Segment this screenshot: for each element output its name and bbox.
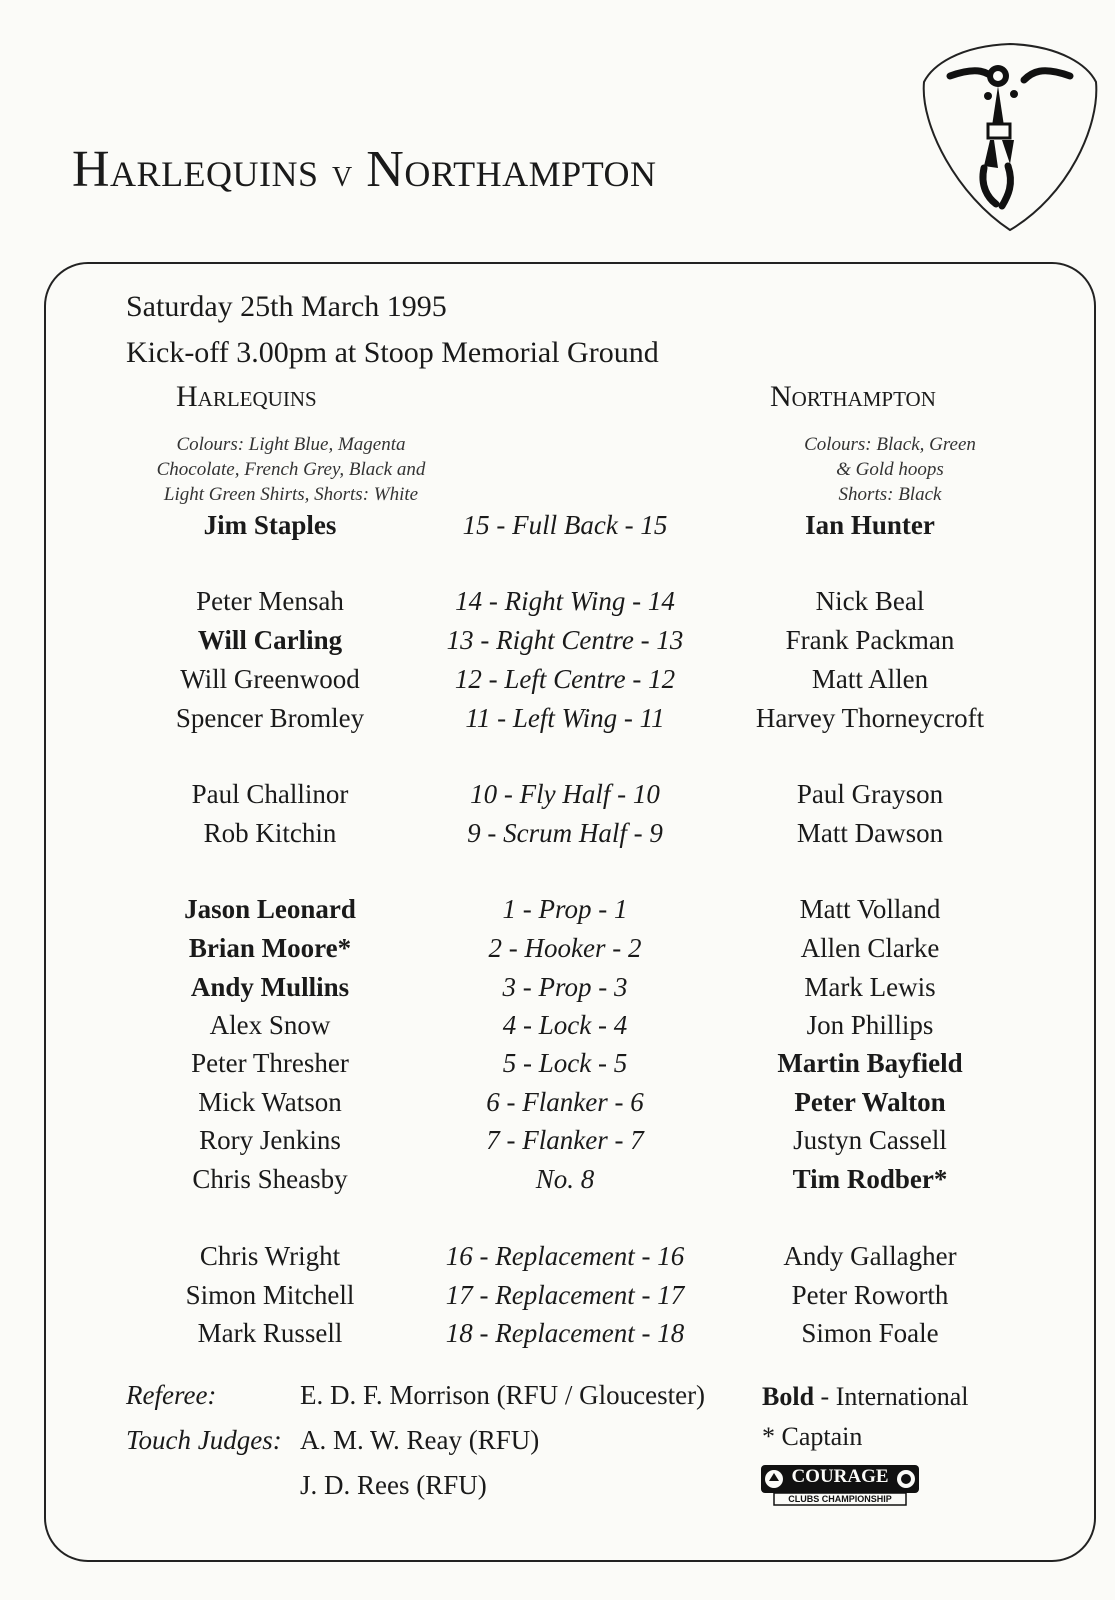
lineup-row: [0, 818, 1115, 856]
away-player: Matt Dawson: [796, 818, 944, 848]
away-player: Harvey Thorneycroft: [755, 703, 985, 733]
lineup-row: [0, 1010, 1115, 1048]
position-label: 16 - Replacement - 16: [445, 1241, 685, 1271]
away-player: Andy Gallagher: [783, 1241, 957, 1271]
home-player: Chris Sheasby: [192, 1164, 348, 1194]
home-player: Alex Snow: [209, 1010, 331, 1040]
position-label: 11 - Left Wing - 11: [465, 703, 665, 733]
lineup-row: [0, 1280, 1115, 1318]
away-player: Allen Clarke: [800, 933, 940, 963]
position-label: 14 - Right Wing - 14: [455, 586, 675, 616]
home-player: Rob Kitchin: [203, 818, 337, 848]
captain-legend: * Captain: [762, 1422, 863, 1451]
lineup-row: [0, 933, 1115, 971]
home-team-colours: Colours: Light Blue, Magenta Chocolate, French Grey, Black and Light Green Shirts, Shorts: White: [156, 434, 426, 505]
position-label: 4 - Lock - 4: [502, 1010, 628, 1040]
away-player: Frank Packman: [785, 625, 955, 655]
away-team-name: Northampton: [770, 380, 936, 413]
away-player: Peter Walton: [794, 1087, 946, 1117]
position-label: 2 - Hooker - 2: [488, 933, 642, 963]
position-label: 18 - Replacement - 18: [445, 1318, 685, 1348]
lineup-row: [0, 972, 1115, 1010]
position-label: 6 - Flanker - 6: [486, 1087, 644, 1117]
away-player: Simon Foale: [801, 1318, 939, 1348]
lineup-row: [0, 1164, 1115, 1202]
home-player: Peter Mensah: [196, 586, 344, 616]
position-label: 9 - Scrum Half - 9: [467, 818, 663, 848]
lineup-row: [0, 894, 1115, 932]
home-player: Jim Staples: [203, 510, 337, 540]
position-label: 1 - Prop - 1: [502, 894, 628, 924]
home-player: Will Carling: [197, 625, 343, 655]
referee-label: Referee:: [126, 1380, 217, 1410]
position-label: 5 - Lock - 5: [502, 1048, 628, 1078]
away-player: Martin Bayfield: [777, 1048, 963, 1078]
bold-legend: Bold - International: [762, 1382, 969, 1411]
home-player: Chris Wright: [199, 1241, 341, 1271]
away-player: Mark Lewis: [804, 972, 936, 1002]
position-label: 15 - Full Back - 15: [462, 510, 668, 540]
home-player: Mick Watson: [198, 1087, 342, 1117]
lineup-row: [0, 1241, 1115, 1279]
position-label: 3 - Prop - 3: [502, 972, 628, 1002]
away-player: Tim Rodber*: [792, 1164, 948, 1194]
page-title: Harlequins v Northampton: [72, 141, 657, 198]
lineup-row: [0, 586, 1115, 624]
touch-judges-label: Touch Judges:: [126, 1425, 282, 1455]
lineup-row: [0, 703, 1115, 741]
position-label: 10 - Fly Half - 10: [470, 779, 660, 809]
home-player: Rory Jenkins: [199, 1125, 341, 1155]
away-player: Justyn Cassell: [793, 1125, 947, 1155]
position-label: 7 - Flanker - 7: [486, 1125, 644, 1155]
sponsor-name: COURAGE: [791, 1466, 889, 1487]
courage-sponsor-logo: [760, 1464, 920, 1506]
away-player: Jon Phillips: [806, 1010, 934, 1040]
lineup-row: [0, 1087, 1115, 1125]
home-player: Paul Challinor: [191, 779, 349, 809]
touch-judge-2: J. D. Rees (RFU): [300, 1470, 487, 1500]
lineup-row: [0, 1318, 1115, 1356]
lineup-row: [0, 664, 1115, 702]
sponsor-subtitle: CLUBS CHAMPIONSHIP: [788, 1494, 892, 1504]
away-player: Nick Beal: [815, 586, 925, 616]
lineup-row: [0, 779, 1115, 817]
away-player: Matt Allen: [811, 664, 929, 694]
home-player: Brian Moore*: [188, 933, 352, 963]
home-player: Simon Mitchell: [185, 1280, 355, 1310]
home-player: Mark Russell: [197, 1318, 343, 1348]
home-player: Andy Mullins: [190, 972, 350, 1002]
position-label: 12 - Left Centre - 12: [454, 664, 676, 694]
match-date: Saturday 25th March 1995: [126, 290, 447, 323]
touch-judge-1: A. M. W. Reay (RFU): [300, 1425, 540, 1455]
referee-name: E. D. F. Morrison (RFU / Gloucester): [300, 1380, 706, 1410]
away-player: Paul Grayson: [796, 779, 944, 809]
home-team-name: Harlequins: [176, 380, 317, 413]
away-player: Matt Volland: [799, 894, 941, 924]
away-player: Peter Roworth: [791, 1280, 949, 1310]
lineup-row: [0, 625, 1115, 663]
home-player: Jason Leonard: [184, 894, 356, 924]
home-player: Peter Thresher: [191, 1048, 349, 1078]
lineup-row: [0, 1125, 1115, 1163]
position-label: 13 - Right Centre - 13: [446, 625, 684, 655]
harlequins-crest-logo: [918, 36, 1104, 236]
away-team-colours: Colours: Black, Green & Gold hoops Shorts: Black: [804, 434, 976, 505]
home-player: Spencer Bromley: [175, 703, 365, 733]
position-label: 17 - Replacement - 17: [445, 1280, 685, 1310]
match-kickoff: Kick-off 3.00pm at Stoop Memorial Ground: [126, 336, 659, 369]
home-player: Will Greenwood: [180, 664, 360, 694]
away-player: Ian Hunter: [805, 510, 935, 540]
lineup-row: [0, 510, 1115, 548]
position-label: No. 8: [535, 1164, 595, 1194]
lineup-row: [0, 1048, 1115, 1086]
